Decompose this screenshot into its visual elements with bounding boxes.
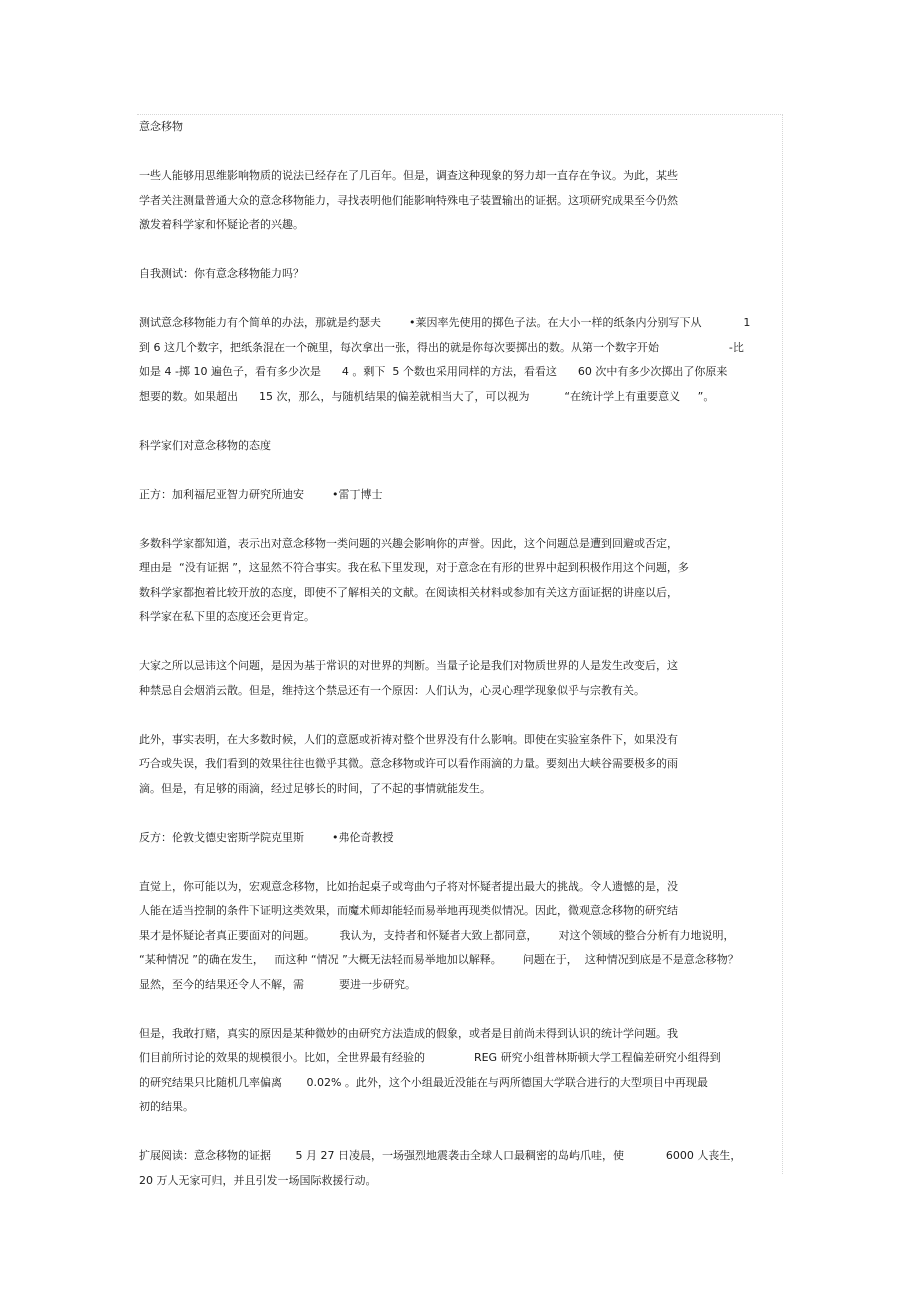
text-line: 直觉上，你可能以为，宏观意念移物，比如抬起桌子或弯曲勺子将对怀疑者提出最大的挑战。令人遗憾的是，没 <box>139 879 678 893</box>
text-line: 理由是 “没有证据 ”，这显然不符合事实。我在私下里发现，对于意念在有形的世界中起到积极作用这个问题，多 <box>139 561 689 574</box>
text-line: “某种情况 ”的确在发生， 而这种 “情况 ”大概无法轻而易举地加以解释。 问题在于， 这种情况到底是不是意念移物？ <box>139 953 739 966</box>
con-heading: 反方：伦敦戈德史密斯学院克里斯 •弗伦奇教授 <box>139 830 394 844</box>
text-line: 多数科学家都知道，表示出对意念移物一类问题的兴趣会影响你的声誉。因此，这个问题总是遭到回避或否定， <box>139 536 678 550</box>
text-line: 如是 4 -掷 10 遍色子，看有多少次是 4 。剩下 5 个数也采用同样的方法，看看这 60 次中有多少次掷出了你原来 <box>139 365 728 378</box>
con-paragraph <box>139 875 779 998</box>
self-test-heading: 自我测试：你有意念移物能力吗？ <box>139 267 304 280</box>
text-line: 种禁忌自会烟消云散。但是，维持这个禁忌还有一个原因：人们认为，心灵心理学现象似乎与宗教有关。 <box>139 683 645 697</box>
text-line: 滴。但是，有足够的雨滴，经过足够长的时间，了不起的事情就能发生。 <box>139 781 491 795</box>
pro-paragraph <box>139 728 779 802</box>
text-line: 的研究结果只比随机几率偏离 0.02% 。此外，这个小组最近没能在与两所德国大学联合进行的大型项目中再现最 <box>139 1075 708 1089</box>
text-line: 们目前所讨论的效果的规模很小。比如，全世界最有经验的 REG 研究小组普林斯顿大学工程偏差研究小组得到 <box>139 1051 721 1064</box>
self-test-paragraph <box>139 311 779 409</box>
text-line: 测试意念移物能力有个简单的办法，那就是约瑟夫 •莱因率先使用的掷色子法。在大小一样的纸条内分别写下从 1 <box>139 316 751 329</box>
document-title: 意念移物 <box>139 120 183 133</box>
text-line: 激发着科学家和怀疑论者的兴趣。 <box>139 218 304 231</box>
pro-paragraph <box>139 532 779 630</box>
text-line: 一些人能够用思维影响物质的说法已经存在了几百年。但是，调查这种现象的努力却一直存在争议。为此，某些 <box>139 169 678 182</box>
text-line: 人能在适当控制的条件下证明这类效果，而魔术师却能轻而易举地再现类似情况。因此，微观意念移物的研究结 <box>139 904 678 917</box>
text-line: 到 6 这几个数字，把纸条混在一个碗里，每次拿出一张，得出的就是你每次要掷出的数。从第一个数字开始 -比 <box>139 340 744 354</box>
text-line: 扩展阅读：意念移物的证据 5 月 27 日凌晨，一场强烈地震袭击全球人口最稠密的岛屿爪哇，使 6000 人丧生， <box>139 1149 742 1162</box>
text-line: 想要的数。如果超出 15 次，那么，与随机结果的偏差就相当大了，可以视为 “在统计学上有重要意义 ”。 <box>139 389 715 403</box>
text-line: 科学家在私下里的态度还会更肯定。 <box>139 610 315 623</box>
text-line: 巧合或失误，我们看到的效果往往也微乎其微。意念移物或许可以看作雨滴的力量。要刻出大峡谷需要极多的雨 <box>139 757 678 770</box>
text-line: 20 万人无家可归，并且引发一场国际救援行动。 <box>139 1173 377 1187</box>
text-line: 初的结果。 <box>139 1100 194 1113</box>
pro-paragraph <box>139 654 779 703</box>
text-line: 大家之所以忌讳这个问题，是因为基于常识的对世界的判断。当量子论是我们对物质世界的人是发生改变后，这 <box>139 659 678 672</box>
text-line: 数科学家都抱着比较开放的态度，即使不了解相关的文献。在阅读相关材料或参加有关这方面证据的讲座以后， <box>139 585 678 599</box>
intro-paragraph <box>139 164 779 238</box>
text-line: 果才是怀疑论者真正要面对的问题。 我认为，支持者和怀疑者大致上都同意， 对这个领域的整合分析有力地说明， <box>139 928 735 942</box>
text-line: 学者关注测量普通大众的意念移物能力，寻找表明他们能影响特殊电子装置输出的证据。这项研究成果至今仍然 <box>139 193 678 207</box>
con-paragraph <box>139 1022 779 1120</box>
pro-heading: 正方：加利福尼亚智力研究所迪安 •雷丁博士 <box>139 487 383 501</box>
attitude-heading: 科学家们对意念移物的态度 <box>139 438 271 452</box>
text-line: 但是，我敢打赌，真实的原因是某种微妙的由研究方法造成的假象，或者是目前尚未得到认识的统计学问题。我 <box>139 1026 678 1040</box>
extended-reading <box>139 1144 779 1193</box>
document-body <box>139 115 779 1193</box>
text-line: 此外，事实表明，在大多数时候，人们的意愿或祈祷对整个世界没有什么影响。即使在实验室条件下，如果没有 <box>139 732 678 746</box>
text-line: 显然，至今的结果还令人不解，需 要进一步研究。 <box>139 977 416 991</box>
